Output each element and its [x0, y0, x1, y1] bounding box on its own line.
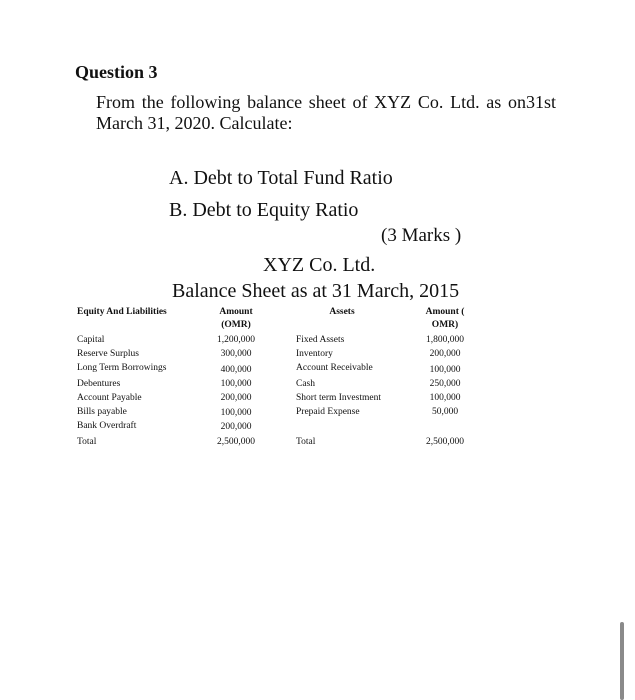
- liability-label: Debentures: [77, 379, 121, 389]
- total-left-amount: 2,500,000: [217, 437, 255, 447]
- question-title: Question 3: [75, 62, 158, 82]
- liability-amount: 400,000: [220, 365, 252, 375]
- header-assets: Assets: [329, 307, 355, 317]
- asset-amount: 200,000: [429, 349, 461, 359]
- asset-label: Account Receivable: [296, 363, 373, 373]
- liability-label: Capital: [77, 335, 105, 345]
- task-a: A. Debt to Total Fund Ratio: [169, 167, 393, 189]
- total-right-amount: 2,500,000: [426, 437, 464, 447]
- asset-label: Cash: [296, 379, 315, 389]
- liability-label: Bills payable: [77, 407, 127, 417]
- liability-amount: 300,000: [220, 349, 252, 359]
- liability-amount: 100,000: [220, 379, 252, 389]
- header-amount-right-line1: Amount (: [425, 307, 465, 317]
- liability-amount: 100,000: [220, 408, 252, 418]
- header-liabilities: Equity And Liabilities: [77, 307, 167, 317]
- header-amount-left-line2: (OMR): [221, 320, 251, 330]
- total-right-label: Total: [296, 437, 316, 447]
- asset-label: Short term Investment: [296, 393, 381, 403]
- asset-label: Fixed Assets: [296, 335, 345, 345]
- asset-amount: 100,000: [429, 393, 461, 403]
- total-left-label: Total: [77, 437, 97, 447]
- liability-amount: 200,000: [220, 393, 252, 403]
- liability-label: Reserve Surplus: [77, 349, 140, 359]
- liability-amount: 200,000: [220, 422, 252, 432]
- asset-amount: 1,800,000: [426, 335, 464, 345]
- header-amount-left-line1: Amount: [219, 307, 253, 317]
- header-amount-right-line2: OMR): [431, 320, 459, 330]
- liability-label: Long Term Borrowings: [77, 363, 167, 373]
- liability-amount: 1,200,000: [217, 335, 255, 345]
- question-intro: From the following balance sheet of XYZ Co. Ltd. as on31st March 31, 2020. Calculate:: [96, 92, 556, 133]
- company-name: XYZ Co. Ltd.: [263, 254, 376, 276]
- asset-amount: 250,000: [429, 379, 461, 389]
- marks-label: (3 Marks ): [381, 225, 462, 246]
- asset-amount: 100,000: [429, 365, 461, 375]
- liability-label: Bank Overdraft: [77, 421, 137, 431]
- asset-label: Prepaid Expense: [296, 407, 360, 417]
- asset-label: Inventory: [296, 349, 333, 359]
- balance-sheet-title: Balance Sheet as at 31 March, 2015: [172, 280, 460, 302]
- asset-amount: 50,000: [431, 407, 459, 417]
- task-b: B. Debt to Equity Ratio: [169, 199, 359, 221]
- vertical-scrollbar[interactable]: [620, 622, 624, 700]
- liability-label: Account Payable: [77, 393, 142, 403]
